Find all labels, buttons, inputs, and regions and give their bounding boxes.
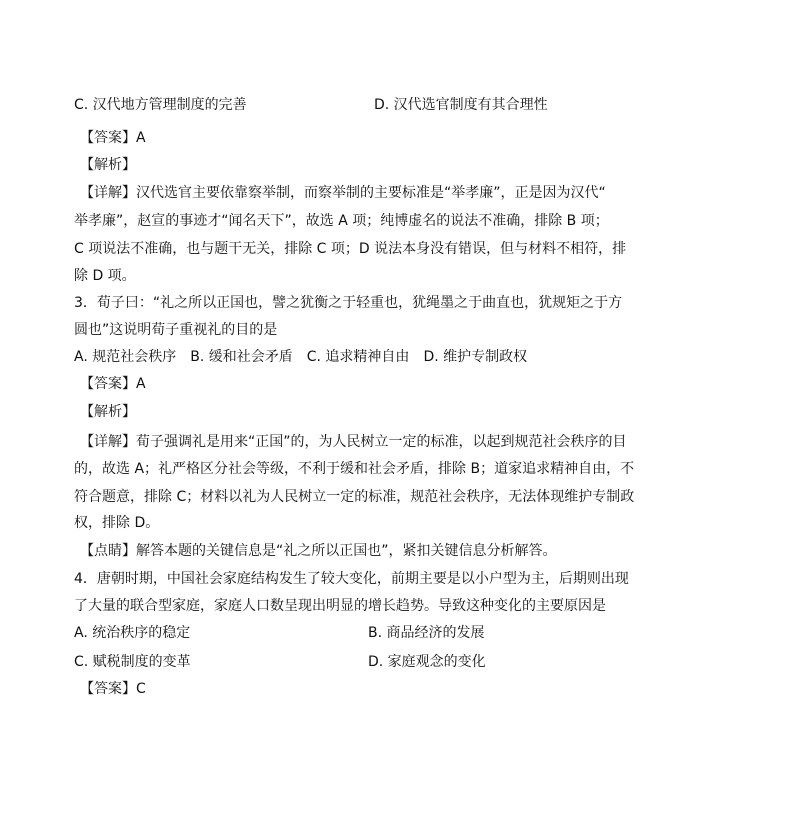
q2-option-d: D. 汉代选官制度有其合理性 (374, 97, 548, 113)
q2-detail-line-3: C 项说法不准确，也与题干无关，排除 C 项；D 说法本身没有错误，但与材料不相符，排 (74, 241, 627, 257)
q3-stem-line-2: 圆也”这说明荀子重视礼的目的是 (74, 322, 278, 338)
q4-answer: 【答案】C (80, 681, 146, 697)
q3-option-b: B. 缓和社会矛盾 (190, 349, 293, 365)
q3-detail-line-3: 符合题意，排除 C；材料以礼为人民树立一定的标准，规范社会秩序，无法体现维护专制政 (74, 489, 635, 505)
q2-detail-line-4: 除 D 项。 (74, 268, 136, 284)
q4-stem-line-1: 4．唐朝时期，中国社会家庭结构发生了较大变化，前期主要是以小户型为主，后期则出现 (74, 571, 629, 587)
q2-option-d-wrap (374, 95, 548, 115)
q3-detail-line-4: 权，排除 D。 (74, 515, 160, 531)
q3-answer: 【答案】A (80, 376, 146, 392)
q3-analysis-heading: 【解析】 (80, 404, 136, 420)
q4-stem-line-2: 了大量的联合型家庭，家庭人口数呈现出明显的增长趋势。导致这种变化的主要原因是 (74, 598, 606, 614)
q2-option-c: C. 汉代地方管理制度的完善 (74, 97, 247, 113)
q4-option-d: D. 家庭观念的变化 (368, 654, 486, 670)
q3-option-c: C. 追求精神自由 (306, 349, 410, 365)
q2-options-cd-row (74, 95, 247, 115)
q3-tip: 【点睛】解答本题的关键信息是“礼之所以正国也”，紧扣关键信息分析解答。 (80, 543, 557, 559)
q3-detail-line-2: 的，故选 A；礼严格区分社会等级，不利于缓和社会矛盾，排除 B；道家追求精神自由，不 (74, 461, 635, 477)
q3-option-a: A. 规范社会秩序 (74, 349, 177, 365)
q2-detail-line-1: 【详解】汉代选官主要依靠察举制，而察举制的主要标准是“举孝廉”，正是因为汉代“ (80, 185, 606, 201)
q3-detail-line-1: 【详解】荀子强调礼是用来“正国”的，为人民树立一定的标准，以起到规范社会秩序的目 (80, 434, 627, 450)
q4-option-c: C. 赋税制度的变革 (74, 654, 191, 670)
q2-analysis-heading: 【解析】 (80, 157, 136, 173)
q4-option-b: B. 商品经济的发展 (368, 625, 485, 641)
q2-detail-line-2: 举孝廉”，赵宣的事迹才“闻名天下”，故选 A 项；纯博虚名的说法不准确，排除 B 项； (74, 213, 609, 229)
q3-options-row (74, 347, 541, 367)
q4-option-a: A. 统治秩序的稳定 (74, 625, 191, 641)
q3-option-d: D. 维护专制政权 (423, 349, 528, 365)
q3-stem-line-1: 3．荀子曰：“礼之所以正国也，譬之犹衡之于轻重也，犹绳墨之于曲直也，犹规矩之于方 (74, 295, 623, 311)
q2-answer: 【答案】A (80, 130, 146, 146)
